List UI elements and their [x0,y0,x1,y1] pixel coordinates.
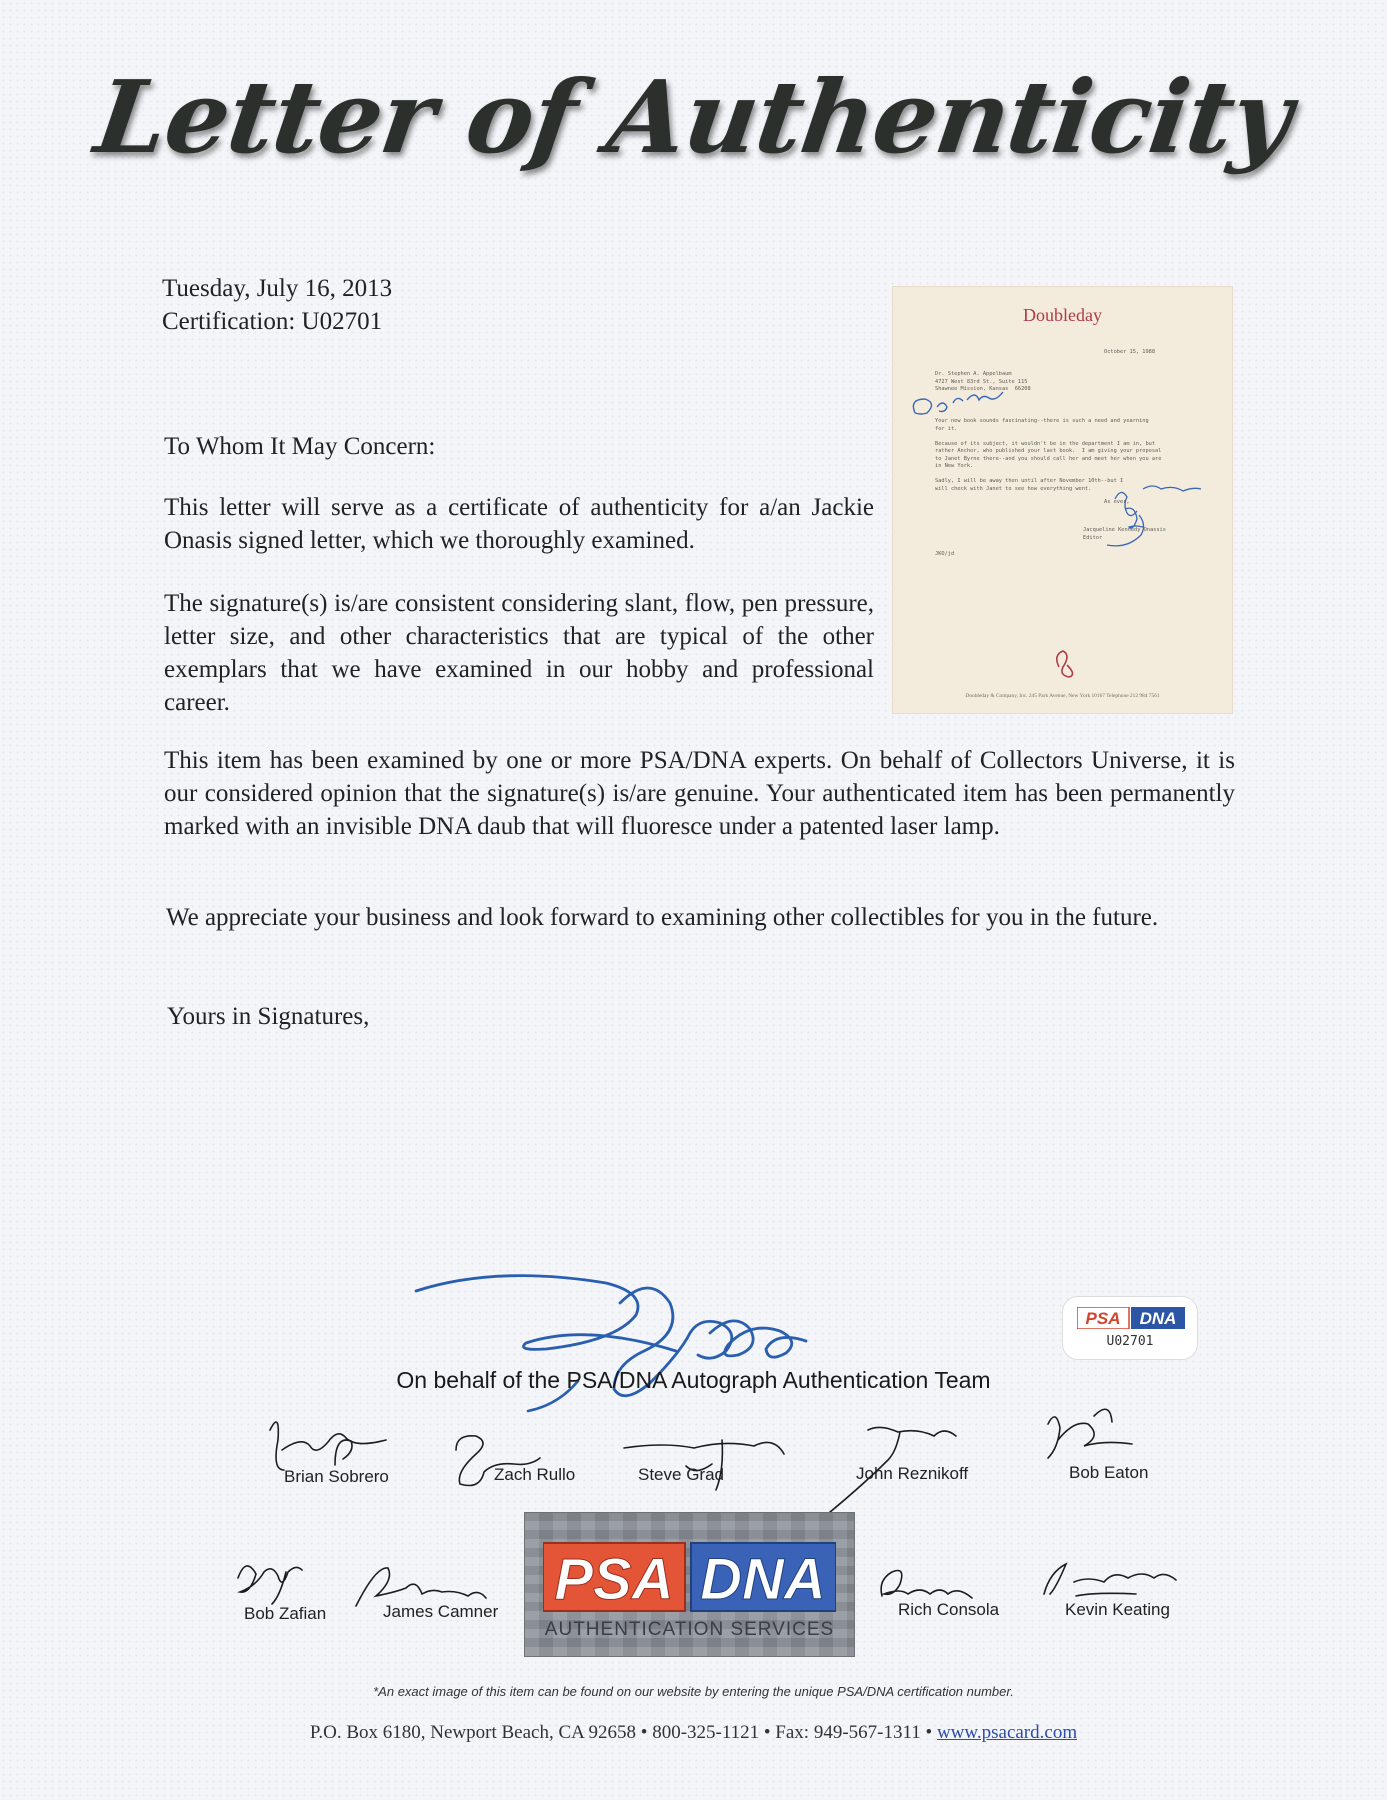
closing: Yours in Signatures, [167,1003,370,1030]
document-title: Letter of Authenticity [88,58,1299,176]
footer-address: P.O. Box 6180, Newport Beach, CA 92658 • 800-325-1121 • Fax: 949-567-1311 • [309,1722,933,1743]
exhibit-brand: Doubleday [1023,305,1102,325]
exhibit-initials: JKO/jd [935,551,955,557]
seal-subtitle: AUTHENTICATION SERVICES [544,1619,835,1640]
exhibit-date: October 15, 1988 [1104,349,1156,355]
body-paragraph: The signature(s) is/are consistent considering slant, flow, pen pressure, letter size, and other characteristics that are typical of the other exemplars that we have examined in our hobby and professional career. [164,590,874,716]
exhibit-valediction: As ever, [1104,499,1130,505]
svg-text:DNA: DNA [700,1547,826,1612]
team-member-name: Brian Sobrero [284,1467,389,1486]
label-certification-number: U02701 [1106,1334,1154,1349]
exhibit-address: Dr. Stephen A. Appelbaum 4727 West 83rd St., Suite 115 Shawnee Mission, Kansas 66208 [935,371,1031,392]
footer-address-line [0,1722,1387,1744]
team-member-name: Kevin Keating [1065,1600,1170,1619]
team-member-name: Rich Consola [898,1600,1000,1619]
team-member-name: Zach Rullo [494,1465,576,1484]
body-paragraph: We appreciate your business and look forward to examining other collectibles for you in the future. [166,904,1159,931]
certification-number: Certification: U02701 [162,308,383,335]
team-member-name: James Camner [383,1602,499,1621]
salutation: To Whom It May Concern: [164,433,436,460]
team-member-name: John Reznikoff [856,1464,969,1483]
psa-dna-wordmark-image [543,1541,836,1613]
footer-disclaimer: *An exact image of this item can be found on our website by entering the unique PSA/DNA certification number. [373,1684,1014,1699]
team-member-name: Bob Zafian [244,1604,327,1623]
website-link[interactable]: www.psacard.com [936,1722,1078,1743]
team-heading: On behalf of the PSA/DNA Autograph Authentication Team [396,1367,991,1393]
psa-dna-seal [524,1512,855,1657]
exhibit-body: Your new book sounds fascinating--there is such a need and yearning for it. Because of its subject, it wouldn't be in the department I am in, but rather Anchor, who published your last book. I am giving your proposal to Janet Byrne there--and you should call her and meet her when you are in New York. Sadly, I will be away then until after November 10th--but I will check with Janet to see how everything went. [935,418,1162,492]
exhibit-signer: Jacqueline Kennedy Onassis Editor [1083,527,1166,541]
body-paragraph: This letter will serve as a certificate of authenticity for a/an Jackie Onasis signed letter, which we thoroughly examined. [164,494,874,554]
letter-date: Tuesday, July 16, 2013 [162,275,393,302]
svg-text:PSA: PSA [1085,1309,1121,1328]
body-paragraph: This item has been examined by one or more PSA/DNA experts. On behalf of Collectors Universe, it is our considered opinion that the signature(s) is/are genuine. Your authenticated item has been permanently marked with an invisible DNA daub that will fluoresce under a patented laser lamp. [164,747,1235,840]
svg-text:DNA: DNA [1139,1309,1177,1328]
exhibit-footer: Doubleday & Company, Inc. 245 Park Avenue, New York 10167 Telephone 212 984 7561 [965,693,1160,699]
team-member-name: Bob Eaton [1069,1463,1149,1482]
team-member-name: Steve Grad [638,1465,724,1484]
svg-text:PSA: PSA [554,1547,674,1612]
